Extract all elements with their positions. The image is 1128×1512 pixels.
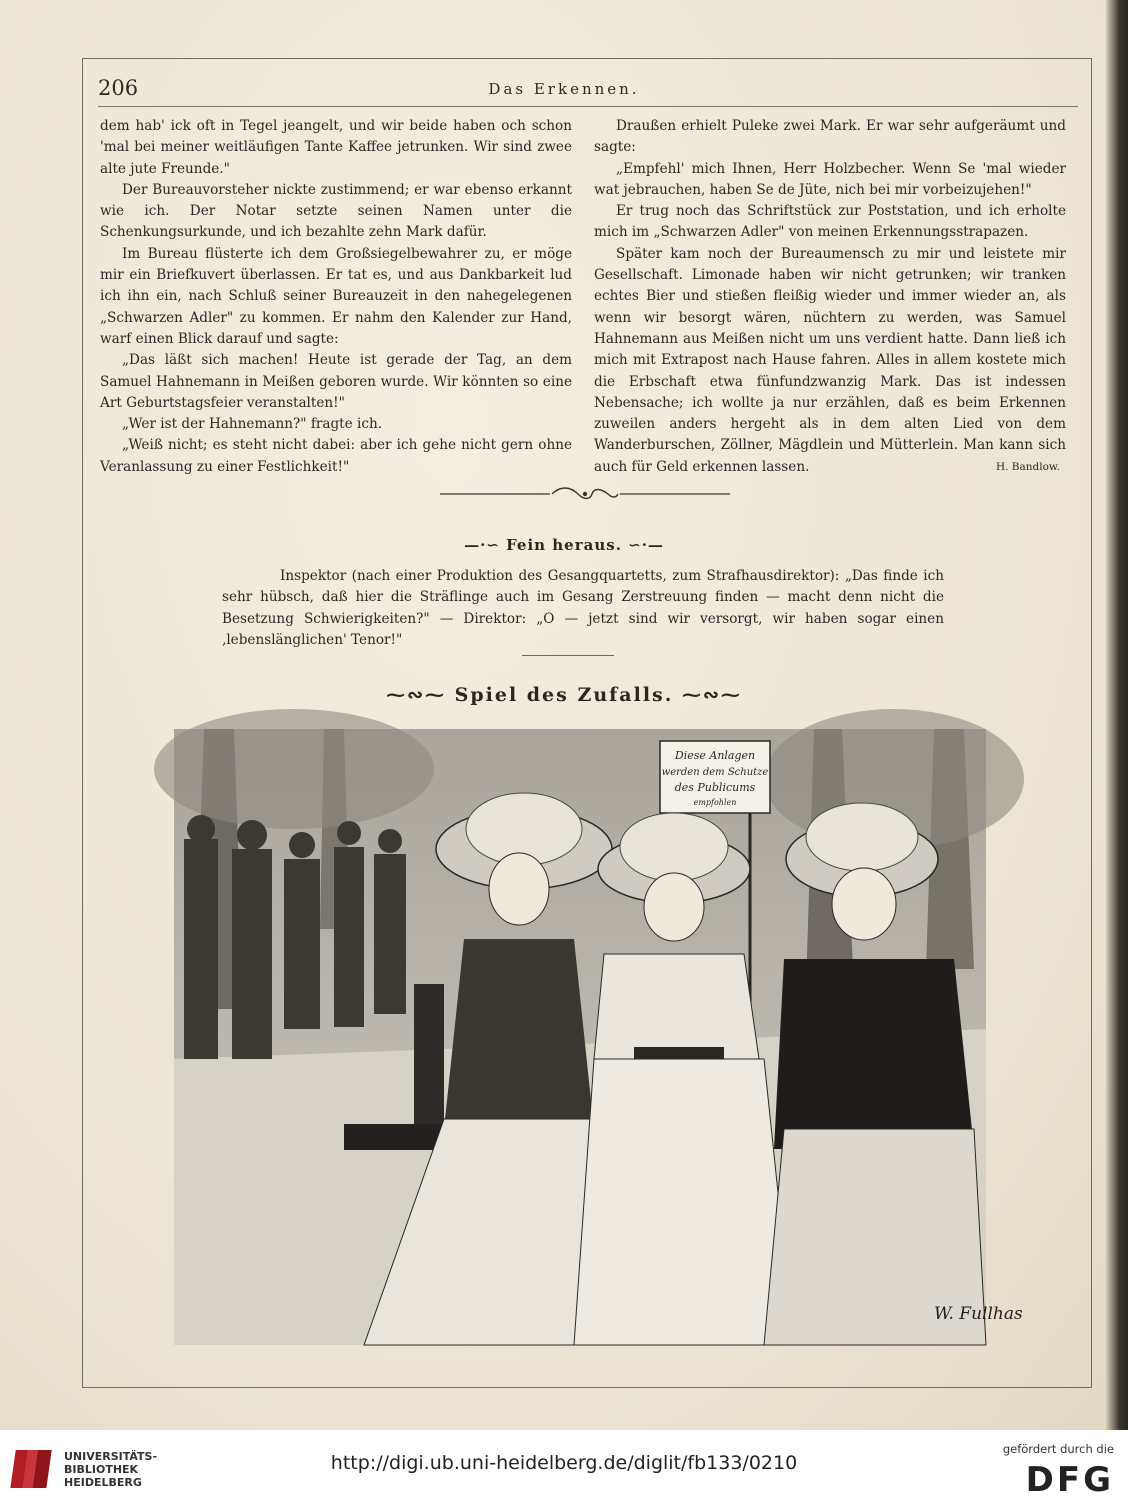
story-left-column	[100, 116, 572, 478]
library-name-line: UNIVERSITÄTS-	[64, 1450, 158, 1463]
cartoon-illustration	[174, 729, 1023, 1345]
viewer-footer	[0, 1430, 1128, 1512]
cartoon-title-text: Spiel des Zufalls.	[454, 684, 674, 706]
paragraph: Er trug noch das Schriftstück zur Poststation, und ich erholte mich im „Schwarzen Adler" von meinen Erkennungsstrapazen.	[594, 203, 1066, 241]
paragraph: Draußen erhielt Puleke zwei Mark. Er war sehr aufgeräumt und sagte:	[594, 118, 1066, 156]
joke-body	[222, 566, 944, 651]
funded-by-label: gefördert durch die	[1002, 1442, 1114, 1456]
paragraph: „Das läßt sich machen! Heute ist gerade der Tag, an dem Samuel Hahnemann in Meißen geboren wurde. Wir könnten so eine Art Geburtstagsfeier veranstalten!"	[100, 352, 572, 411]
paragraph: dem hab' ick oft in Tegel jeangelt, und wir beide haben och schon 'mal bei meiner weitläufigen Tante Kaffee jetrunken. Wir sind zwee alte jute Freunde."	[100, 118, 572, 177]
paragraph: „Wer ist der Hahnemann?" fragte ich.	[122, 416, 383, 433]
library-name-line: BIBLIOTHEK	[64, 1463, 139, 1476]
sign-line: empfohlen	[693, 798, 737, 807]
joke-title: —·∽ Fein heraus. ∽·—	[464, 536, 664, 554]
paragraph: Der Bureauvorsteher nickte zustimmend; er war ebenso erkannt wie ich. Der Notar setzte seinen Namen unter die Schenkungsurkunde, und ich bezahlte zehn Mark dafür.	[100, 181, 572, 241]
joke-text: Inspektor (nach einer Produktion des Gesangquartetts, zum Strafhausdirektor): „Das finde ich sehr hübsch, daß hier die Sträflinge auch im Gesang Zerstreuung finden — macht denn nicht die Besetzung Schwierigkeiten?" — Direktor: „O — jetzt sind wir versorgt, wir haben sogar einen ‚lebenslänglichen' Tenor!"	[222, 568, 944, 648]
paragraph-text: Später kam noch der Bureaumensch zu mir und leistete mir Gesellschaft. Limonade haben wir nicht getrunken; wir tranken echtes Bier und stießen fleißig wieder und immer wieder an, als wenn wir besorgt wären, nüchtern zu werden, was Samuel Hahnemann aus Meißen nicht um uns verdient hatte. Dann ließ ich mich mit Extrapost nach Hause fahren. Alles in allem kostete mich die Erbschaft etwa fünfundzwanzig Mark. Das ist indessen Nebensache; ich wollte ja nur erzählen, daß es beim Erkennen zuweilen anders hergeht als in dem alten Lied von dem Wanderburschen, Zöllner, Mägdlein und Mütterlein. Man kann sich auch für Geld erkennen lassen.	[594, 245, 1066, 475]
paragraph	[594, 244, 1066, 478]
sign-line: des Publicums	[674, 781, 756, 794]
library-name-line: HEIDELBERG	[64, 1476, 142, 1489]
ornament-divider	[440, 486, 730, 502]
story-right-column	[594, 116, 1066, 478]
short-rule	[522, 655, 614, 656]
page-number: 206	[98, 76, 139, 100]
paragraph: „Empfehl' mich Ihnen, Herr Holzbecher. Wenn Se 'mal wieder wat jebrauchen, haben Se de Jüte, nich bei mir vorbeizujehen!"	[594, 160, 1066, 198]
paragraph: Im Bureau flüsterte ich dem Großsiegelbewahrer zu, er möge mir ein Briefkuvert überlassen. Er tat es, und aus Dankbarkeit lud ich ihn ein, nach Schluß seiner Bureauzeit in den nahegelegenen „Schwarzen Adler" zu kommen. Er nahm den Kalender zur Hand, warf einen Blick darauf und sagte:	[100, 245, 572, 347]
joke-title-text: Fein heraus.	[506, 536, 622, 554]
artist-signature: W. Fullhas	[934, 1304, 1023, 1324]
scan-page-edge	[1106, 0, 1128, 1430]
dfg-logo: DFG	[1025, 1460, 1114, 1500]
sign-line: Diese Anlagen	[674, 749, 756, 762]
permalink-url[interactable]: http://digi.ub.uni-heidelberg.de/diglit/fb133/0210	[330, 1452, 798, 1474]
header-rule	[98, 106, 1078, 107]
running-title: Das Erkennen.	[488, 80, 640, 98]
author-signature: H. Bandlow.	[995, 460, 1060, 473]
cartoon-title: ⁓∾⁓ Spiel des Zufalls. ⁓∾⁓	[386, 684, 742, 706]
sign-line: werden dem Schutze	[661, 767, 769, 778]
paragraph: „Weiß nicht; es steht nicht dabei: aber ich gehe nicht gern ohne Veranlassung zu einer Festlichkeit!"	[100, 437, 572, 475]
